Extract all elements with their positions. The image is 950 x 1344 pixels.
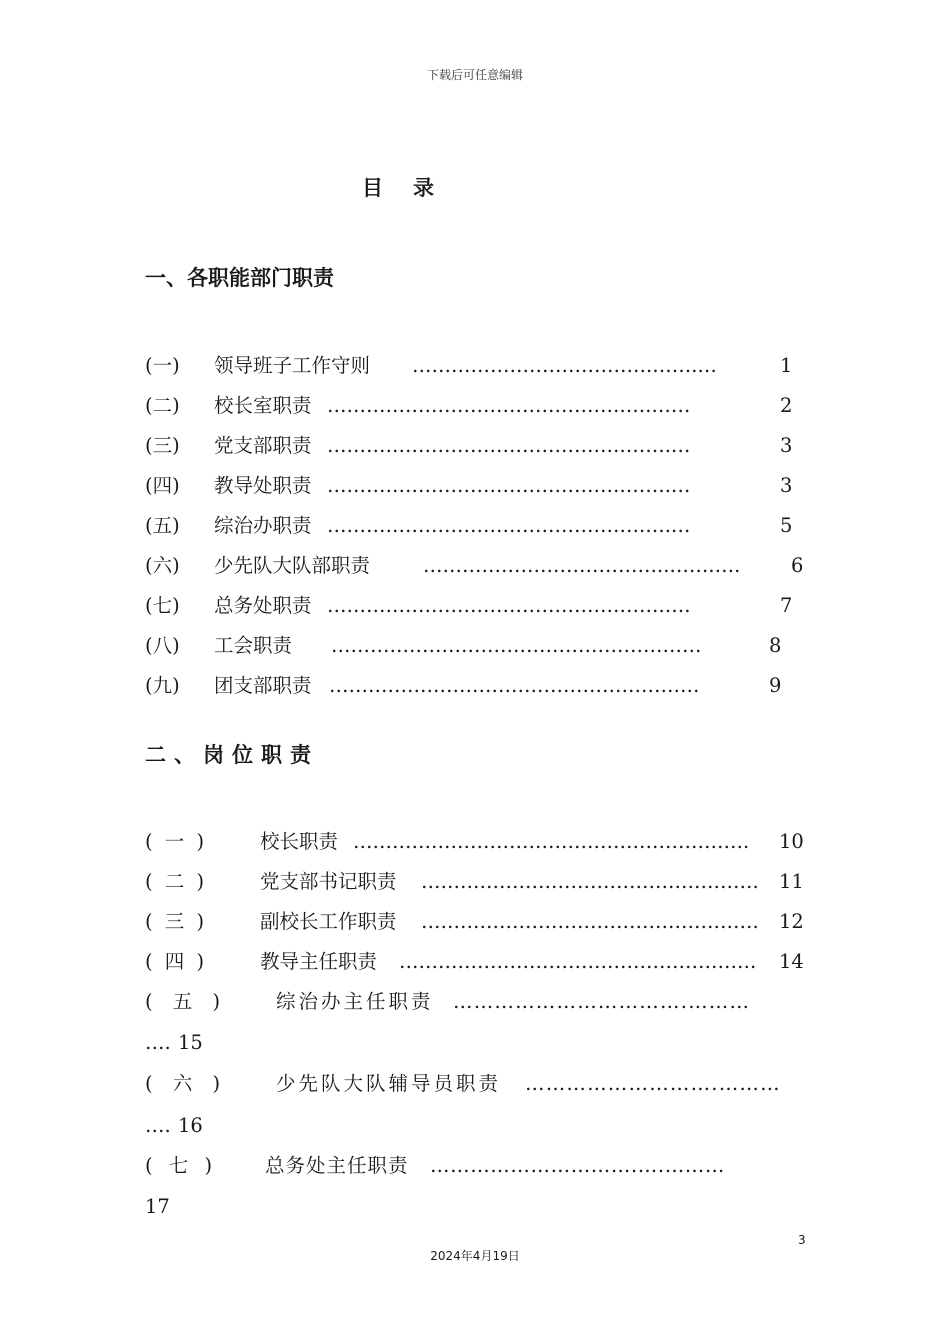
toc-entry-leader: ………………………………………………. xyxy=(399,950,757,973)
toc-entry-leader: ……………………………………………. xyxy=(421,870,759,893)
toc-entry-title: 校长室职责 xyxy=(214,394,312,417)
toc-entry-title: 团支部职责 xyxy=(214,674,312,697)
toc-entry-num: ( 四 ) xyxy=(145,950,205,973)
toc-entry-page: 2 xyxy=(780,394,793,417)
toc-entry-page: 7 xyxy=(780,594,793,617)
toc-entry-title: 领导班子工作守则 xyxy=(214,354,371,377)
toc-entry-num: ( 三 ) xyxy=(145,910,205,933)
toc-entry-leader: …………………………………………….…. xyxy=(327,594,691,617)
toc-entry-num: (二) xyxy=(145,394,180,417)
toc-entry-page: 12 xyxy=(779,910,804,933)
toc-entry-page: 5 xyxy=(780,514,793,537)
toc-entry-wrapped[interactable] xyxy=(145,1153,805,1225)
toc-entry-page: 3 xyxy=(780,434,793,457)
toc-entry-num: ( 五 ) xyxy=(145,990,221,1013)
toc-entry-title: 党支部书记职责 xyxy=(260,870,397,893)
toc-entry-page: 6 xyxy=(791,554,804,577)
toc-entry-leader: …………………………….……… xyxy=(453,990,751,1013)
toc-entry-num: ( 七 ) xyxy=(145,1154,213,1177)
toc-entry-page: 14 xyxy=(779,950,804,973)
toc-entry-leader: ……………………………………………. xyxy=(421,910,759,933)
toc-entry-leader: ………………………………………………… xyxy=(329,674,700,697)
section-heading-departments: 一、各职能部门职责 xyxy=(145,266,334,290)
toc-entry-page: 3 xyxy=(780,474,793,497)
toc-entry-num: (七) xyxy=(145,594,180,617)
toc-entry-title: 工会职责 xyxy=(214,634,293,657)
toc-entry-page: 8 xyxy=(769,634,782,657)
toc-entry-title: 总务处职责 xyxy=(214,594,312,617)
toc-entry-leader: ………………………….….……… xyxy=(430,1154,725,1177)
toc-entry-num: (五) xyxy=(145,514,180,537)
toc-entry-leader: ……………………………………….…….… xyxy=(327,434,691,457)
toc-title: 目录 xyxy=(362,176,464,200)
toc-entry-num: ( 二 ) xyxy=(145,870,205,893)
toc-entry-page: 11 xyxy=(779,870,804,893)
toc-entry-wrapped[interactable] xyxy=(145,989,805,1061)
toc-entry-title: 校长职责 xyxy=(260,830,339,853)
footer-date: 2024年4月19日 xyxy=(430,1249,520,1263)
toc-entry-leader: ……………………………………….….…… xyxy=(327,394,691,417)
toc-entry-title: 少先队大队辅导员职责 xyxy=(276,1072,502,1095)
toc-entry-num: (八) xyxy=(145,634,180,657)
toc-entry-page: 16 xyxy=(178,1114,203,1137)
section-heading-positions: 二、岗位职责 xyxy=(145,743,319,767)
toc-entry-leader: ……………………………………………………. xyxy=(353,830,750,853)
page-header-note: 下载后可任意编辑 xyxy=(426,68,523,82)
toc-entry-leader-cont: …. xyxy=(145,1031,171,1054)
toc-entry-wrapped[interactable] xyxy=(145,1071,805,1143)
toc-entry-num: ( 一 ) xyxy=(145,830,205,853)
toc-entry-num: (六) xyxy=(145,554,180,577)
toc-entry-leader: ………………………………………………… xyxy=(331,634,702,657)
toc-entry-title: 总务处主任职责 xyxy=(265,1154,409,1177)
toc-entry-title: 少先队大队部职责 xyxy=(214,554,371,577)
page-number: 3 xyxy=(798,1233,806,1247)
toc-entry-page: 17 xyxy=(145,1195,170,1218)
toc-entry-page: 15 xyxy=(178,1031,203,1054)
toc-entry-page: 1 xyxy=(780,354,793,377)
toc-entry-leader-cont: …. xyxy=(145,1114,171,1137)
toc-entry-num: (一) xyxy=(145,354,180,377)
toc-entry-num: (四) xyxy=(145,474,180,497)
toc-entry-title: 综治办职责 xyxy=(214,514,312,537)
toc-entry-page: 10 xyxy=(779,830,804,853)
toc-entry-leader: ………………………………………….….… xyxy=(327,514,691,537)
toc-entry-page: 9 xyxy=(769,674,782,697)
toc-entry-num: (九) xyxy=(145,674,180,697)
toc-entry-leader: ……………………….……… xyxy=(525,1072,781,1095)
toc-entry-leader: ………………………………..…….…. xyxy=(423,554,741,577)
toc-entry-title: 教导主任职责 xyxy=(260,950,378,973)
toc-entry-num: ( 六 ) xyxy=(145,1072,221,1095)
toc-entry-title: 教导处职责 xyxy=(214,474,312,497)
toc-entry-leader: ……………………………….…….… xyxy=(412,354,717,377)
toc-entry-title: 综治办主任职责 xyxy=(276,990,434,1013)
toc-entry-title: 副校长工作职责 xyxy=(260,910,397,933)
toc-entry-title: 党支部职责 xyxy=(214,434,312,457)
toc-entry-leader: ……………………………………….…….… xyxy=(327,474,691,497)
toc-entry-num: (三) xyxy=(145,434,180,457)
